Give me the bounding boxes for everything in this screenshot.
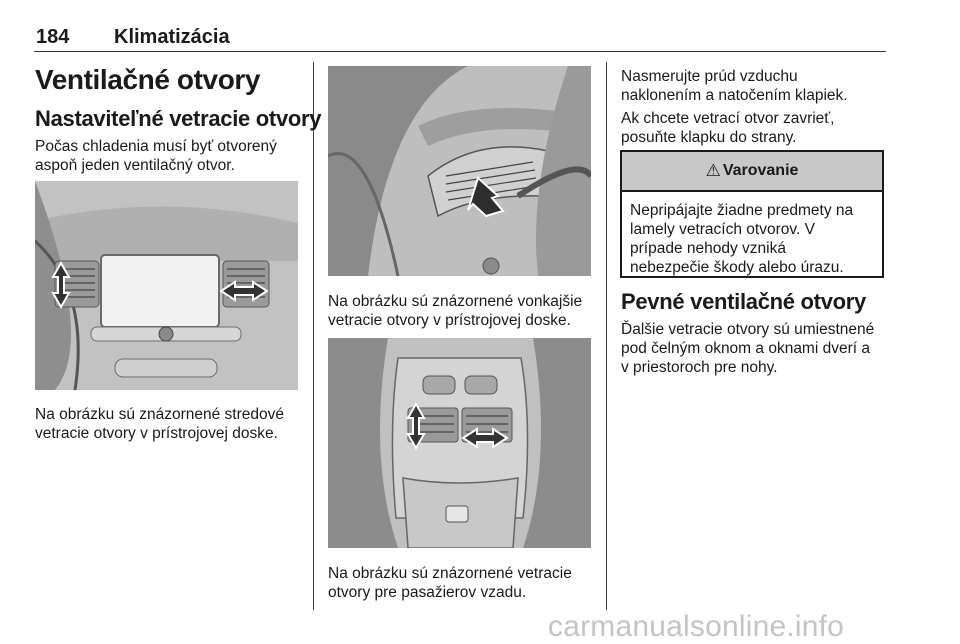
center-vents-illustration (35, 181, 298, 390)
chapter-title: Klimatizácia (114, 26, 230, 48)
intro-paragraph-line: Počas chladenia musí byť otvorený (35, 138, 277, 155)
figure-caption-line: vetracie otvory v prístrojovej doske. (35, 425, 278, 442)
section-title: Ventilačné otvory (35, 64, 261, 95)
warning-body (622, 192, 882, 277)
rear-vents-illustration (328, 338, 591, 548)
paragraph-line: Ak chcete vetrací otvor zavrieť, (621, 110, 835, 127)
warning-line: prípade nehody vzniká (630, 240, 786, 257)
paragraph-line: Ďalšie vetracie otvory sú umiestnené (621, 321, 875, 338)
paragraph-line: posuňte klapku do strany. (621, 129, 797, 146)
figure-caption-line: Na obrázku sú znázornené vetracie (328, 565, 572, 582)
warning-title: Varovanie (722, 162, 799, 179)
subsection-title: Pevné ventilačné otvory (621, 289, 866, 314)
paragraph-line: v priestoroch pre nohy. (621, 359, 778, 376)
figure-caption-line: Na obrázku sú znázornené stredové (35, 406, 285, 423)
figure-caption-line: vetracie otvory v prístrojovej doske. (328, 312, 571, 329)
column-divider (606, 62, 607, 610)
page-number: 184 (36, 26, 70, 48)
column-divider (313, 62, 314, 610)
warning-box (620, 150, 884, 278)
warning-triangle-icon: ⚠ (705, 161, 721, 180)
warning-line: lamely vetracích otvorov. V (630, 221, 815, 238)
paragraph-line: naklonením a natočením klapiek. (621, 87, 848, 104)
paragraph-line: Nasmerujte prúd vzduchu (621, 68, 798, 85)
subsection-title: Nastaviteľné vetracie otvory (35, 106, 322, 131)
figure-caption-line: otvory pre pasažierov vzadu. (328, 584, 527, 601)
paragraph-line: pod čelným oknom a oknami dverí a (621, 340, 870, 357)
intro-paragraph-line: aspoň jeden ventilačný otvor. (35, 157, 235, 174)
outer-vent-illustration (328, 66, 591, 276)
warning-header (622, 152, 882, 192)
figure-caption-line: Na obrázku sú znázornené vonkajšie (328, 293, 583, 310)
warning-line: nebezpečie škody alebo úrazu. (630, 259, 844, 276)
header-rule (34, 51, 886, 52)
watermark: carmanualsonline.info (548, 610, 845, 643)
warning-line: Nepripájajte žiadne predmety na (630, 202, 854, 219)
